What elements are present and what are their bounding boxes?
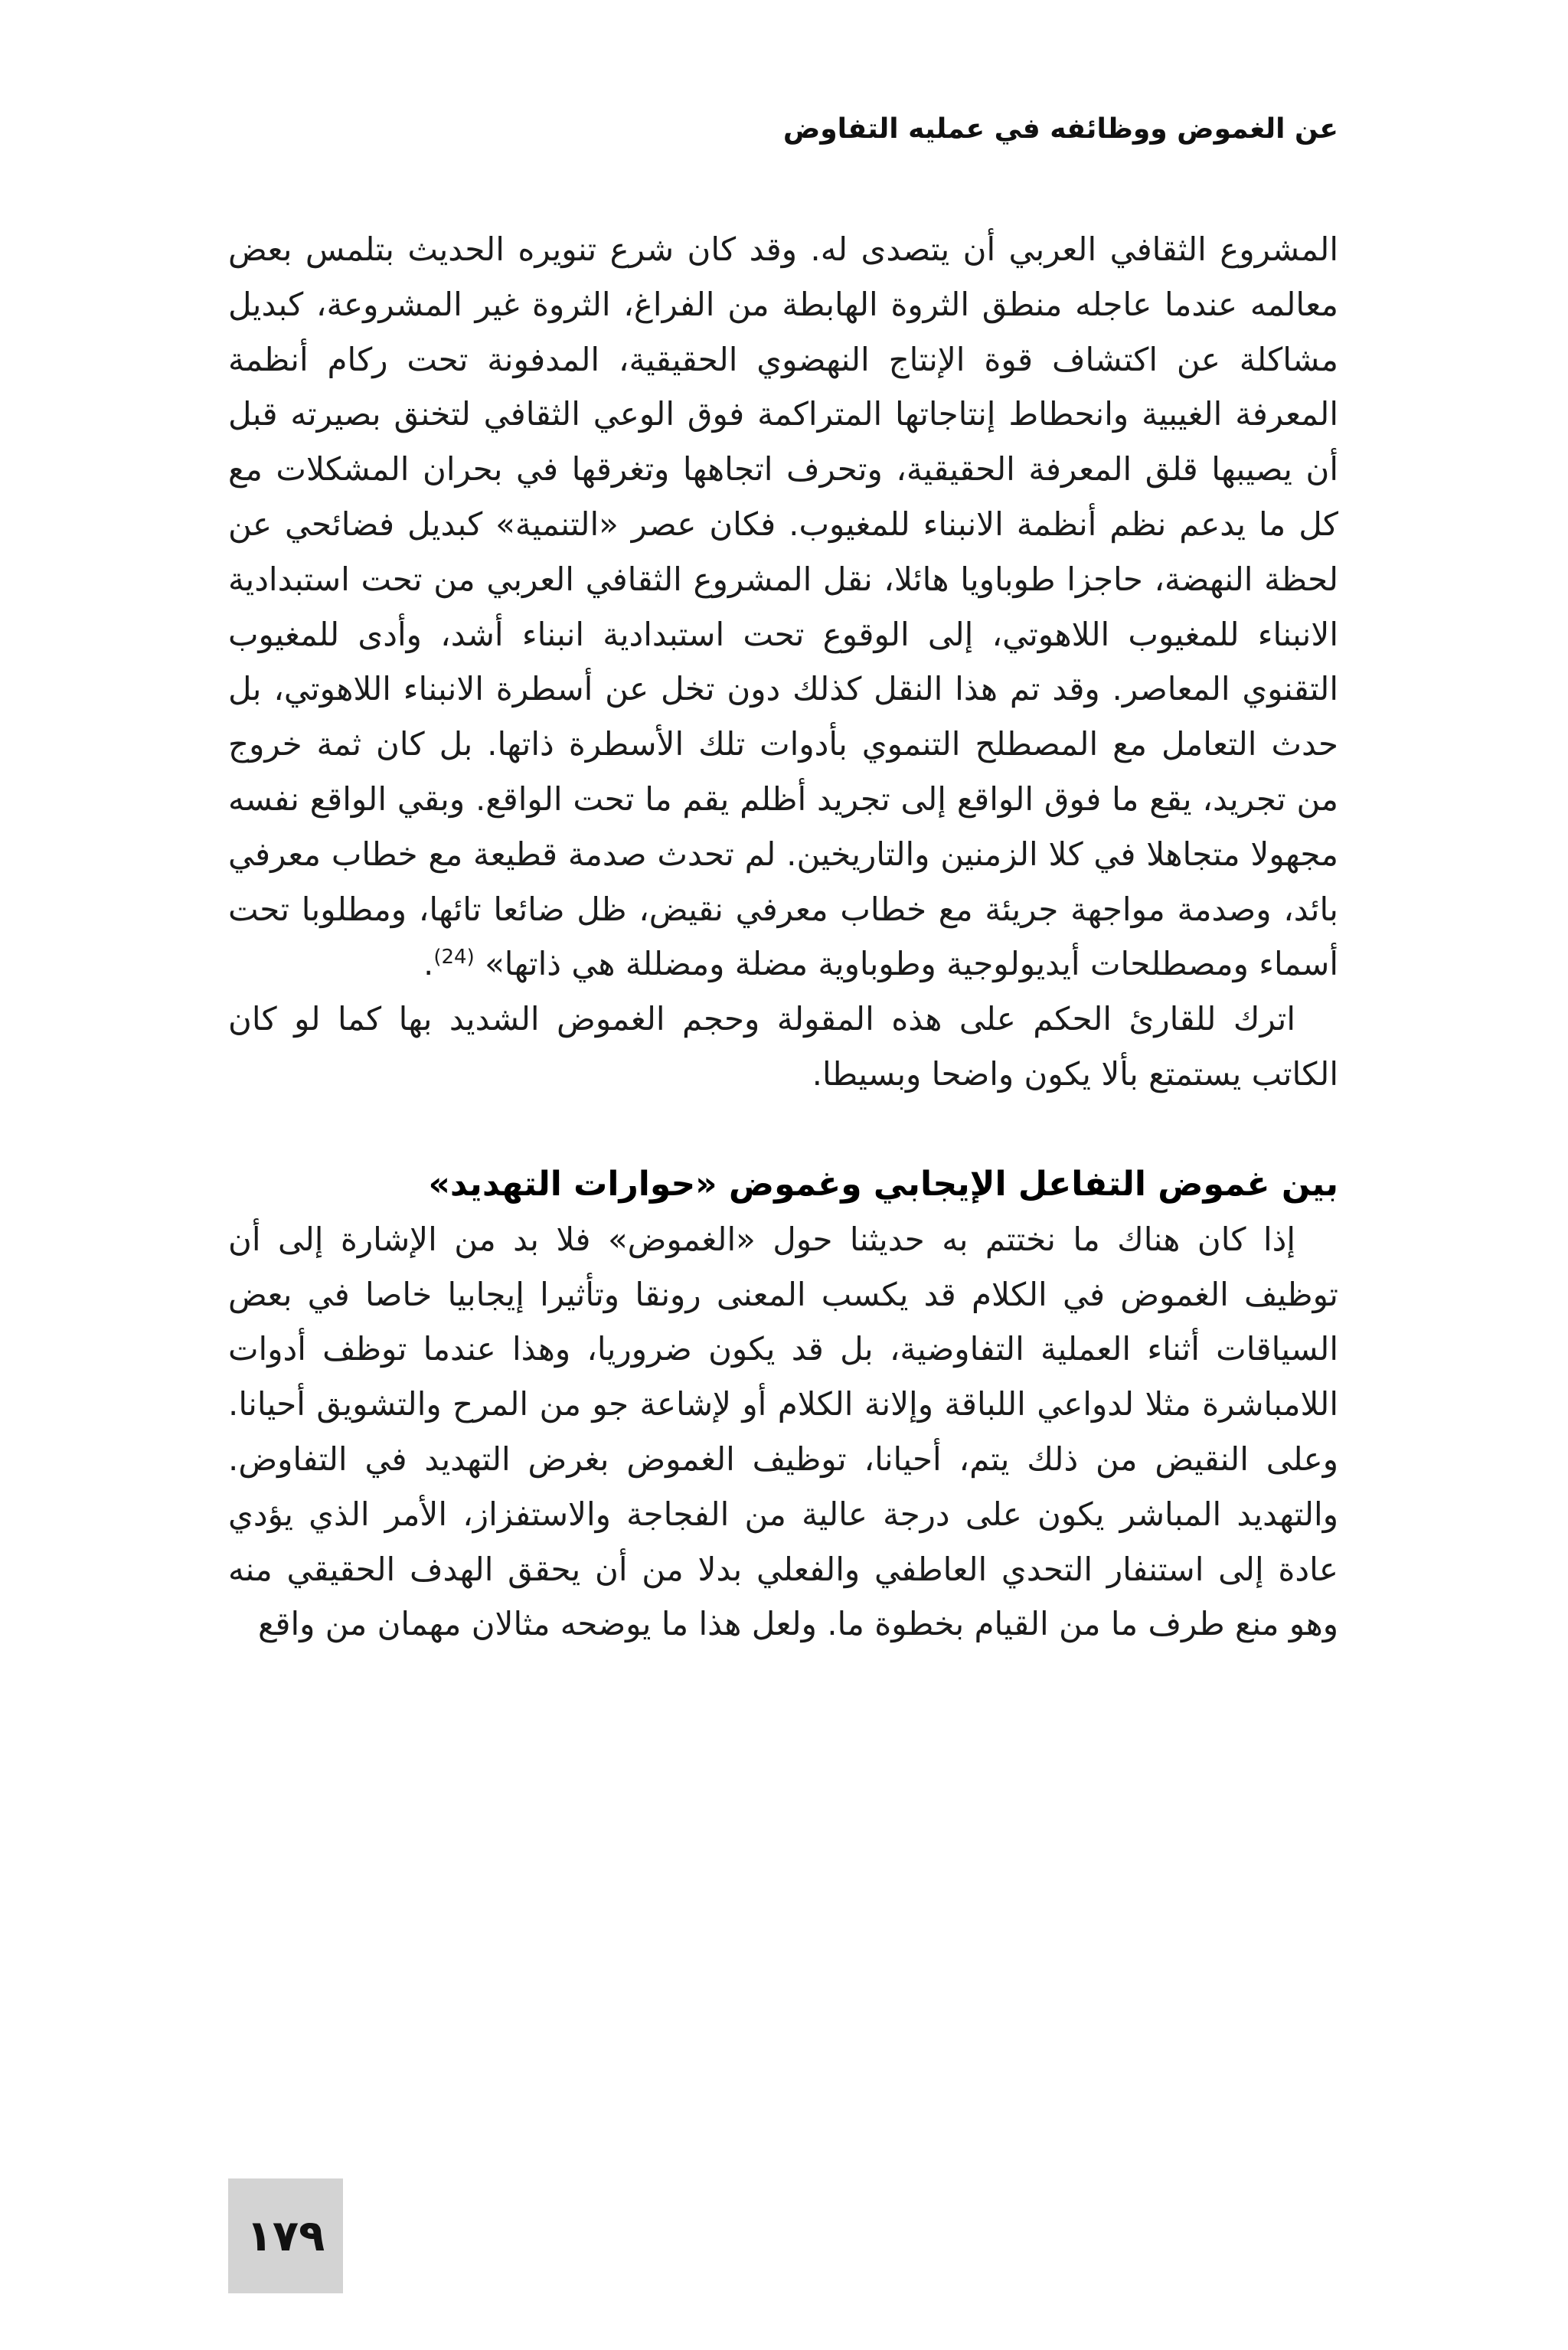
page-number: ١٧٩ xyxy=(246,2211,325,2261)
page-body xyxy=(228,222,1338,1652)
paragraph-reader-note: اترك للقارئ الحكم على هذه المقولة وحجم الغموض الشديد بها كما لو كان الكاتب يستمتع بألا يكون واضحا وبسيطا. xyxy=(228,1000,1338,1093)
page-number-box xyxy=(228,2178,343,2293)
section-heading: بين غموض التفاعل الإيجابي وغموض «حوارات التهديد» xyxy=(428,1164,1338,1204)
running-header: عن الغموض ووظائفه في عمليه التفاوض xyxy=(782,113,1338,145)
footnote-reference[interactable]: (24) xyxy=(433,946,475,969)
paragraph-text: المشروع الثقافي العربي أن يتصدى له. وقد كان شرع تنويره الحديث بتلمس بعض معالمه عندما عاجله منطق الثروة الهابطة من الفراغ، الثروة غير المشروعة، كبديل مشاكلة عن اكتشاف قوة الإنتاج النهضوي الحقيقية، المدفونة تحت ركام أنظمة المعرفة الغيبية وانحطاط إنتاجاتها المتراكمة فوق الوعي الثقافي لتخنق بصيرته قبل أن يصيبها قلق المعرفة الحقيقية، وتحرف اتجاهها وتغرقها في بحران المشكلات مع كل ما يدعم نظم أنظمة الانبناء للمغيوب. فكان عصر «التنمية» كبديل فضائحي عن لحظة النهضة، حاجزا طوباويا هائلا، نقل المشروع الثقافي العربي من تحت استبدادية الانبناء للمغيوب اللاهوتي، إلى الوقوع تحت استبدادية انبناء أشد، وأدى للمغيوب التقنوي المعاصر. وقد تم هذا النقل كذلك دون تخل عن أسطرة الانبناء اللاهوتي، بل حدث التعامل مع المصطلح التنموي بأدوات تلك الأسطرة ذاتها. بل كان ثمة خروج من تجريد، يقع ما فوق الواقع إلى تجريد أظلم يقم ما تحت الواقع. وبقي الواقع نفسه مجهولا متجاهلا في كلا الزمنين والتاريخين. لم تحدث صدمة قطيعة مع خطاب معرفي بائد، وصدمة مواجهة جريئة مع خطاب معرفي نقيض، ظل ضائعا تائها، ومطلوبا تحت أسماء ومصطلحات أيديولوجية وطوباوية مضلة ومضللة هي ذاتها» xyxy=(228,230,1338,983)
section-paragraph: إذا كان هناك ما نختتم به حديثنا حول «الغموض» فلا بد من الإشارة إلى أن توظيف الغموض في الكلام قد يكسب المعنى رونقا وتأثيرا إيجابيا خاصا في بعض السياقات أثناء العملية التفاوضية، بل قد يكون ضروريا، وهذا عندما توظف أدوات اللامباشرة مثلا لدواعي اللباقة وإلانة الكلام أو لإشاعة جو من المرح والتشويق أحيانا. وعلى النقيض من ذلك يتم، أحيانا، توظيف الغموض بغرض التهديد في التفاوض. والتهديد المباشر يكون على درجة عالية من الفجاجة والاستفزاز، الأمر الذي يؤدي عادة إلى استنفار التحدي العاطفي والفعلي بدلا من أن يحقق الهدف الحقيقي منه وهو منع طرف ما من القيام بخطوة ما. ولعل هذا ما يوضحه مثالان مهمان من واقع xyxy=(228,1220,1338,1643)
paragraph-continued xyxy=(228,222,1338,992)
paragraph-end-period: . xyxy=(423,945,434,983)
